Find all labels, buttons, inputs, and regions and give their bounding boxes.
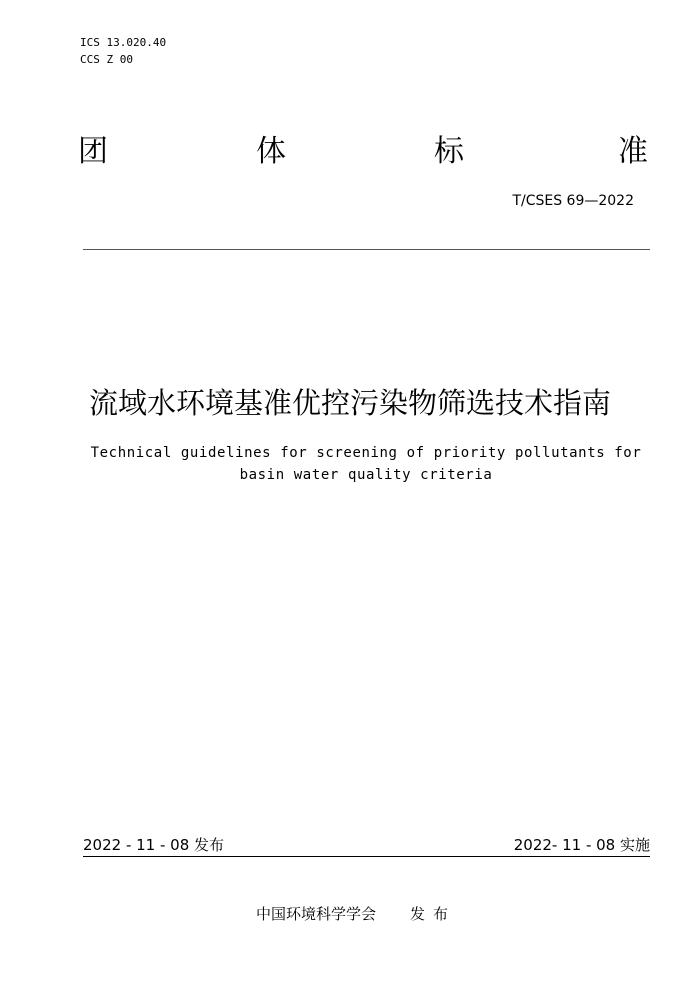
implementation-date: 2022- 11 - 08 实施 xyxy=(513,836,650,854)
footer-divider xyxy=(83,856,650,857)
standard-type-char: 标 xyxy=(434,134,464,169)
publisher-action: 发布 xyxy=(410,905,457,923)
standard-type-char: 体 xyxy=(256,134,286,169)
ccs-code: CCS Z 00 xyxy=(80,53,133,66)
standard-type-char: 准 xyxy=(618,134,648,169)
publisher-name: 中国环境科学学会 xyxy=(256,905,377,923)
header-divider xyxy=(83,249,650,250)
standard-number: T/CSES 69—2022 xyxy=(512,193,634,209)
standard-type-char: 团 xyxy=(78,134,108,169)
publish-date: 2022 - 11 - 08 发布 xyxy=(83,836,225,854)
standard-type-heading xyxy=(78,132,648,172)
publisher-line xyxy=(256,904,456,924)
document-title-en: Technical guidelines for screening of priority pollutants for basin water quality criteria xyxy=(90,445,642,483)
document-title-zh: 流域水环境基准优控污染物筛选技术指南 xyxy=(88,386,611,420)
ics-code: ICS 13.020.40 xyxy=(80,36,167,49)
